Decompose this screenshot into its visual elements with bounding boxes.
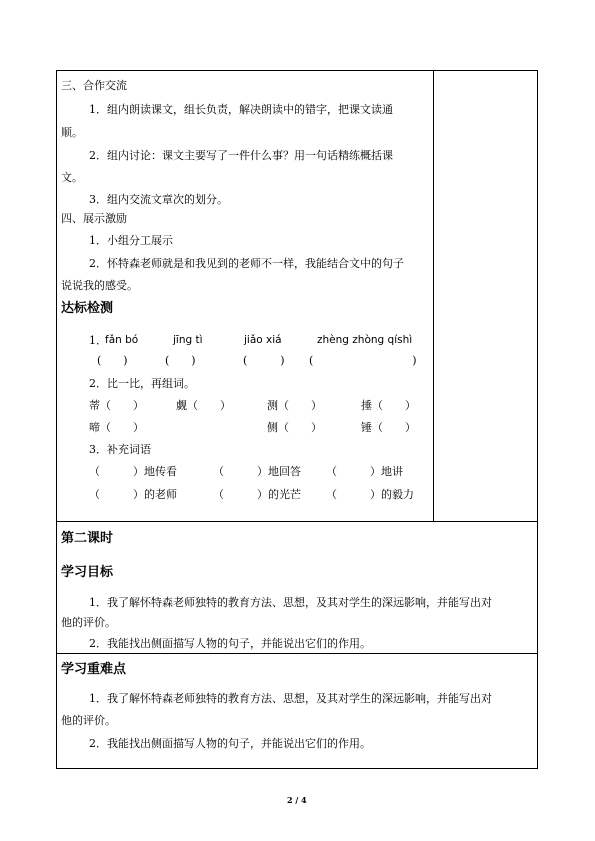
q3-phrase-2: （ ）地回答	[213, 465, 301, 478]
section3-item1-line1: 1．组内朗读课文，组长负责，解决朗读中的错字，把课文读通	[89, 103, 393, 116]
section3-title: 三、合作交流	[61, 79, 127, 92]
table-row-divider-1	[56, 521, 538, 522]
section3-item2-line1: 2．组内讨论：课文主要写了一件什么事？用一句话精练概括课	[89, 149, 393, 162]
q1-pinyin-2: jīng tì	[173, 334, 203, 346]
table-row-divider-2	[56, 653, 538, 654]
q3-phrase-3: （ ）地讲	[326, 465, 403, 478]
q2-word-5: 啼（ ）	[89, 421, 144, 434]
q3-phrase-5: （ ）的光芒	[213, 488, 301, 501]
q2-word-6: 侧（ ）	[267, 421, 322, 434]
section3-item3: 3．组内交流文章次的划分。	[89, 193, 228, 206]
test-heading: 达标检测	[61, 301, 114, 316]
goal1-line2: 他的评价。	[61, 616, 116, 629]
q1-pinyin-4: zhèng zhòng qíshì	[317, 334, 413, 346]
section4-title: 四、展示激励	[61, 212, 127, 225]
q2-word-4: 捶（ ）	[361, 399, 416, 412]
q1-blank-1: ( )	[97, 354, 128, 367]
page-number: 2 / 4	[287, 795, 307, 805]
key1-line1: 1．我了解怀特森老师独特的教育方法、思想，及其对学生的深远影响，并能写出对	[89, 692, 492, 705]
q2-word-1: 蒂（ ）	[89, 399, 144, 412]
q3-phrase-6: （ ）的毅力	[326, 488, 414, 501]
section4-item2-line1: 2．怀特森老师就是和我见到的老师不一样，我能结合文中的句子	[89, 257, 404, 270]
table-right-column-divider	[433, 70, 434, 522]
goal1-line1: 1．我了解怀特森老师独特的教育方法、思想，及其对学生的深远影响，并能写出对	[89, 596, 492, 609]
q3-phrase-1: （ ）地传看	[89, 465, 177, 478]
section4-item2-line2: 说说我的感受。	[61, 279, 138, 292]
goal2: 2．我能找出侧面描写人物的句子，并能说出它们的作用。	[89, 637, 371, 650]
q2-word-7: 锤（ ）	[361, 421, 416, 434]
key1-line2: 他的评价。	[61, 714, 116, 727]
section3-item2-line2: 文。	[61, 171, 83, 184]
q2-word-2: 觑（ ）	[176, 399, 231, 412]
section3-item1-line2: 顺。	[61, 126, 83, 139]
q2-title: 2．比一比，再组词。	[89, 377, 195, 390]
q1-pinyin-1: fǎn bó	[105, 334, 139, 346]
q1-blank-4: ( )	[309, 354, 417, 367]
q3-phrase-4: （ ）的老师	[89, 488, 177, 501]
section4-item1: 1．小组分工展示	[89, 234, 173, 247]
goals-heading: 学习目标	[61, 565, 114, 580]
q1-number: 1．	[89, 334, 107, 347]
q1-pinyin-3: jiǎo xiá	[244, 334, 282, 346]
table-border	[56, 70, 538, 769]
key2: 2．我能找出侧面描写人物的句子，并能说出它们的作用。	[89, 737, 371, 750]
q2-word-3: 测（ ）	[267, 399, 322, 412]
key-points-heading: 学习重难点	[61, 662, 127, 677]
q1-blank-2: ( )	[165, 354, 196, 367]
q3-title: 3．补充词语	[89, 443, 151, 456]
q1-blank-3: ( )	[243, 354, 285, 367]
lesson2-heading: 第二课时	[61, 531, 114, 546]
